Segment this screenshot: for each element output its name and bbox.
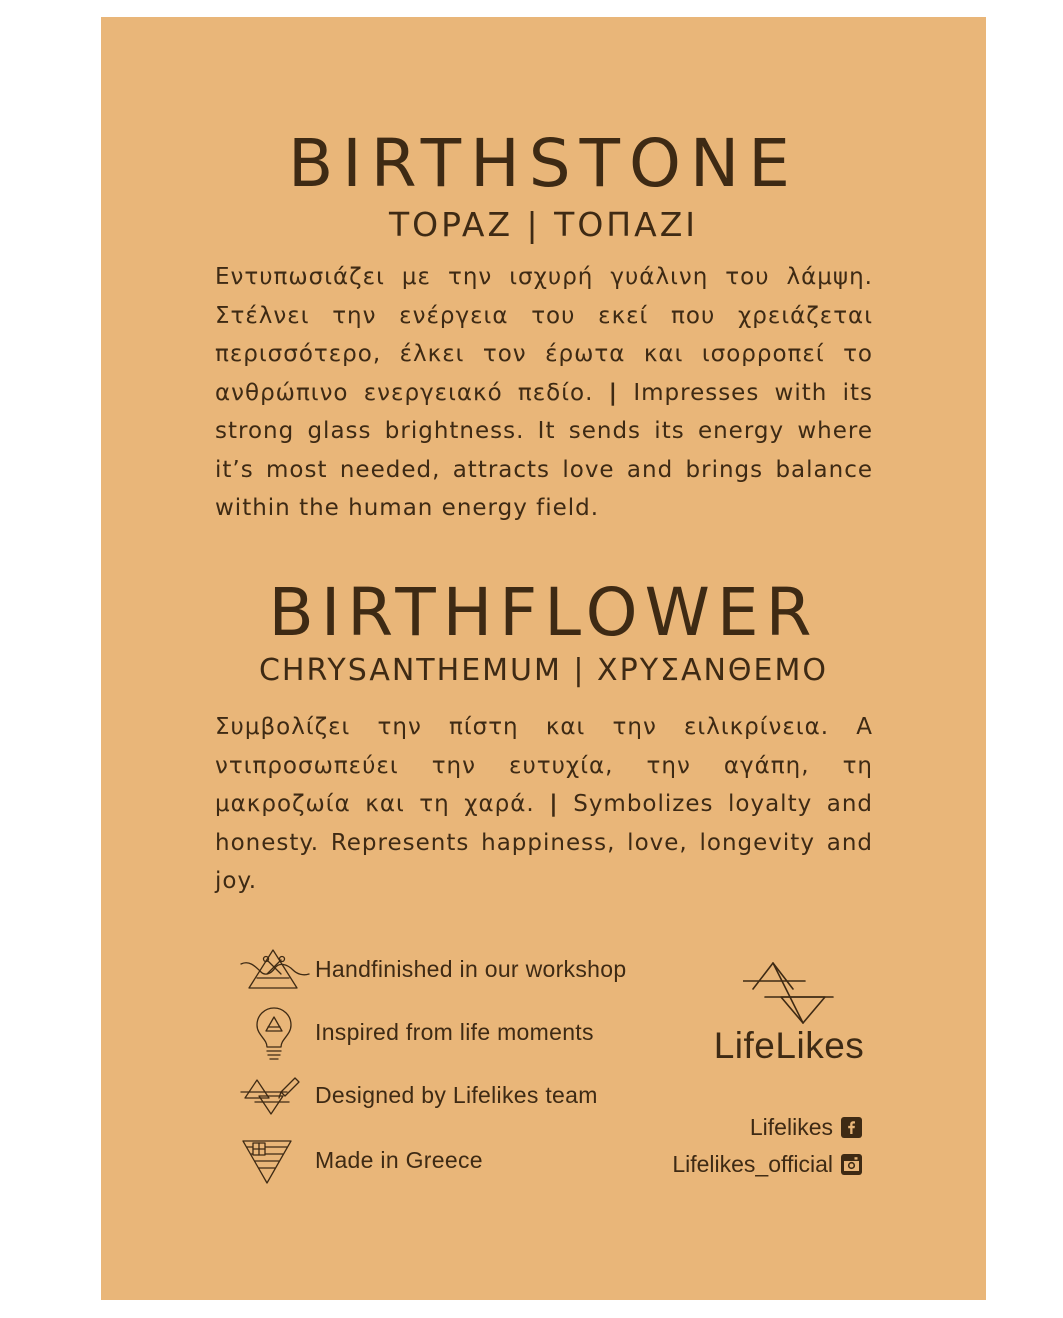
pencil-logo-icon (237, 1068, 311, 1128)
brand-logo (709, 957, 869, 1067)
feature-made-in-greece (237, 1133, 677, 1193)
brand-name: LifeLikes (713, 1025, 865, 1066)
birthstone-separator: | (608, 379, 619, 406)
birthstone-title: BIRTHSTONE (288, 125, 799, 202)
birthflower-text-greek: Συμβολίζει την πίστη και την ειλικρίνεια. Α ντιπροσωπεύει την ευτυχία, την αγάπη, τη μακροζωία και τη χαρά. (215, 714, 873, 817)
facebook-icon[interactable] (841, 1117, 862, 1138)
birthflower-subtitle: CHRYSANTHEMUM | ΧΡΥΣΑΝΘΕΜΟ (258, 653, 829, 688)
lightbulb-icon (237, 1005, 311, 1065)
hands-triangle-icon (237, 942, 311, 1002)
birthstone-text-greek: Εντυπωσιάζει με την ισχυρή γυάλινη του λάμψη. Στέλνει την ενέργεια του εκεί που χρειάζεται περισσότερο, έλκει τον έρωτα και ισορροπεί το ανθρώπινο ενεργειακό πεδίο. (215, 264, 873, 406)
feature-label: Designed by Lifelikes team (315, 1082, 598, 1108)
lifelikes-triangles-icon (743, 957, 837, 1027)
instagram-label[interactable]: Lifelikes_official (672, 1150, 833, 1177)
greek-flag-triangle-icon (237, 1133, 311, 1193)
instagram-icon[interactable] (841, 1154, 862, 1175)
feature-handfinished (237, 942, 677, 1002)
birthstone-subtitle: TOPAZ | ΤΟΠΑΖΙ (388, 205, 699, 244)
birthflower-title: BIRTHFLOWER (268, 574, 819, 651)
facebook-link[interactable] (750, 1113, 862, 1141)
birthstone-text-english: Impresses with its strong glass brightness. It sends its energy where it’s most needed, attracts love and brings balance within the human energy field. (215, 379, 873, 521)
info-card (101, 17, 986, 1300)
feature-designed (237, 1068, 677, 1128)
birthstone-description (215, 258, 873, 528)
feature-label: Inspired from life moments (315, 1019, 594, 1045)
birthflower-separator: | (549, 791, 559, 817)
birthflower-text-english: Symbolizes loyalty and honesty. Represents happiness, love, longevity and joy. (215, 791, 873, 894)
facebook-label[interactable]: Lifelikes (749, 1113, 833, 1140)
feature-inspired (237, 1005, 677, 1065)
feature-label: Handfinished in our workshop (315, 956, 627, 982)
instagram-link[interactable] (672, 1150, 862, 1178)
birthflower-description (215, 708, 873, 901)
feature-label: Made in Greece (315, 1147, 483, 1173)
